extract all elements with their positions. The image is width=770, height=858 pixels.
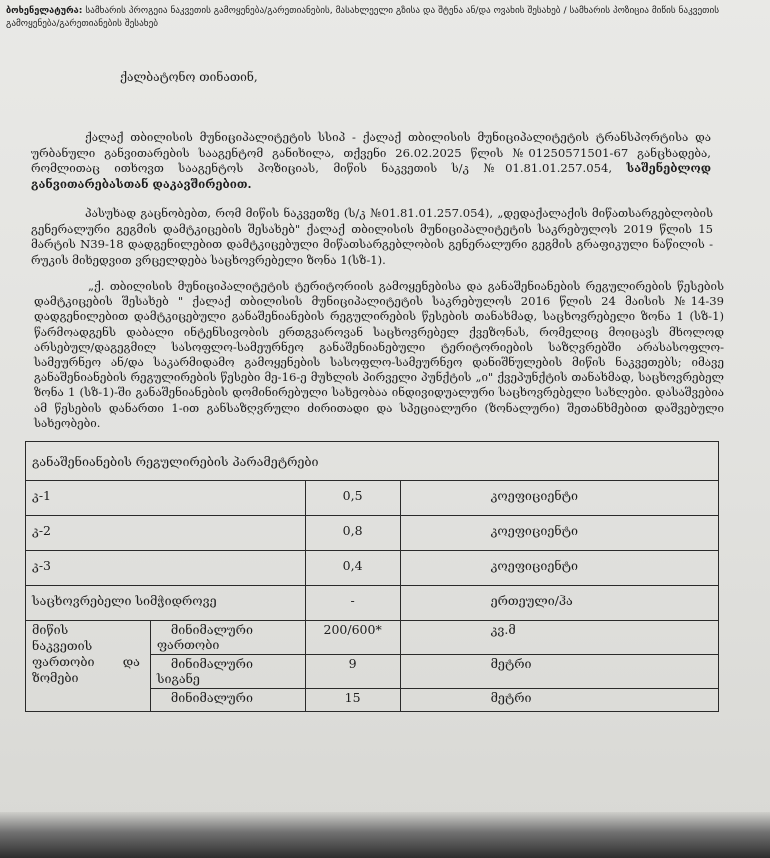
- document-header: [6, 4, 736, 30]
- table-row: [26, 481, 719, 516]
- coefficient-name: კ-3: [26, 551, 306, 586]
- table-row: [26, 621, 719, 655]
- paragraph-2: პასუხად გაცნობებთ, რომ მიწის ნაკვეთზე (ს/კ №01.81.01.257.054), „დედაქალაქის მიწათსარგებლობის გენერალური გეგმის დამტკიცების შესახებ" ქალაქ თბილისის მუნიციპალიტეტის საკრებულოს 2019 წლის 15 მარტის N39-18 დადგენილებით დამტკიცებული მიწათსარგებლობის გენერალური გეგმის გრაფიკული ნაწილის - რუკის მიხედვით ვრცელდება საცხოვრებელი ზონა 1(სზ-1).: [31, 206, 713, 267]
- plot-label-word: და: [122, 654, 140, 669]
- table-title-row: [26, 442, 719, 481]
- header-label: ბოხენელატურა:: [6, 5, 83, 16]
- plot-param: [150, 689, 305, 712]
- density-value: -: [305, 586, 400, 621]
- plot-param: [150, 655, 305, 689]
- coefficient-name: კ-1: [26, 481, 306, 516]
- regulation-parameters-table: [25, 441, 719, 712]
- paragraph-1-text: ქალაქ თბილისის მუნიციპალიტეტის სსიპ - ქალაქ თბილისის მუნიციპალიტეტის ტრანსპორტისა და ურბანული განვითარების სააგენტომ განიხილა, თქვენი 26.02.2025 წლის №01250571501-67 განცხადება, რომლითაც ითხოვთ სააგენტოს პოზიციას, მიწის ნაკვეთის ს/კ №01.81.01.257.054,: [31, 130, 711, 176]
- coefficient-unit: კოეფიციენტი: [400, 481, 718, 516]
- plot-dimensions-label: [26, 621, 151, 712]
- coefficient-value: 0,8: [305, 516, 400, 551]
- header-text: სამხარის პროგეია ნაკვეთის გამოყენება/გარეთიანების, მასახლეელი გზისა და შტენა ან/და ოვახის შესახებ / სამხარის პოზიცია მიწის ნაკვეთის გამოყენება/გარეთიანების შესახებ: [6, 5, 720, 29]
- plot-unit: მეტრი: [400, 655, 718, 689]
- table-row: [26, 551, 719, 586]
- plot-label-pair: [32, 654, 144, 670]
- paragraph-1-bold-text: საშენებლოდ განვითარებასთან დაკავშირებით.: [31, 161, 711, 191]
- coefficient-value: 0,5: [305, 481, 400, 516]
- plot-param-line1: მინიმალური: [170, 656, 253, 671]
- plot-value: 200/600*: [305, 621, 400, 655]
- plot-label-word: ფართობი: [32, 654, 95, 669]
- paragraph-3: „ქ. თბილისის მუნიციპალიტეტის ტერიტორიის გამოყენებისა და განაშენიანების რეგულირების წესების დამტკიცების შესახებ " ქალაქ თბილისის მუნიციპალიტეტის საკრებულოს 2016 წლის 24 მაისის №14-39 დადგენილებით დამტკიცებული განაშენიანების რეგულირების წესების თანახმად, საცხოვრებელი ზონა 1 (სზ-1) წარმოადგენს დაბალი ინტენსივობის ერთგვაროვან საცხოვრებელ ქვეზონას, რომელიც მოიცავს მხოლოდ არსებულ/დაგეგმილ სასოფლო-სამეურნეო განაშენიანებული ტერიტორიების საზღვრებში არასასოფლო-სამეურნეო ან/და საკარმიდამო გამოყენების სასოფლო-სამეურნეო დანიშნულების მიწის ნაკვეთებს; იმავე განაშენიანების რეგულირების წესები მე-16-ე მუხლის პირველი პუნქტის „ი" ქვეპუნქტის თანახმად, საცხოვრებელ ზონა 1 (სზ-1)-ში განაშენიანების დომინირებული სახეობაა ინდივიდუალური საცხოვრებელი სახლები. დასაშვებია ამ წესების დანართი 1-ით განსაზღვრული ძირითადი და სპეციალური (ზონალური) შეთანხმებით დაშვებული სახეობები.: [34, 279, 724, 430]
- plot-unit: მეტრი: [400, 689, 718, 712]
- plot-value: 9: [305, 655, 400, 689]
- plot-param-line1: მინიმალური: [170, 622, 253, 637]
- photo-shadow: [0, 812, 770, 858]
- plot-unit: კვ.მ: [400, 621, 718, 655]
- plot-label-line: მიწის: [32, 622, 69, 637]
- plot-param: [150, 621, 305, 655]
- coefficient-unit: კოეფიციენტი: [400, 551, 718, 586]
- plot-label-line: ნაკვეთის: [32, 638, 93, 653]
- table-row: [26, 516, 719, 551]
- density-name: საცხოვრებელი სიმჭიდროვე: [26, 586, 306, 621]
- plot-param-line1: მინიმალური: [170, 690, 253, 705]
- paragraph-1: [31, 130, 711, 192]
- coefficient-value: 0,4: [305, 551, 400, 586]
- greeting: ქალბატონო თინათინ,: [120, 70, 258, 84]
- coefficient-unit: კოეფიციენტი: [400, 516, 718, 551]
- density-unit: ერთეული/ჰა: [400, 586, 718, 621]
- plot-param-line2: ფართობი: [156, 637, 220, 652]
- plot-value: 15: [305, 689, 400, 712]
- coefficient-name: კ-2: [26, 516, 306, 551]
- table-title: განაშენიანების რეგულირების პარამეტრები: [26, 442, 719, 481]
- plot-label-line: ზომები: [32, 670, 79, 685]
- plot-param-line2: სიგანე: [156, 671, 200, 686]
- table-row: [26, 586, 719, 621]
